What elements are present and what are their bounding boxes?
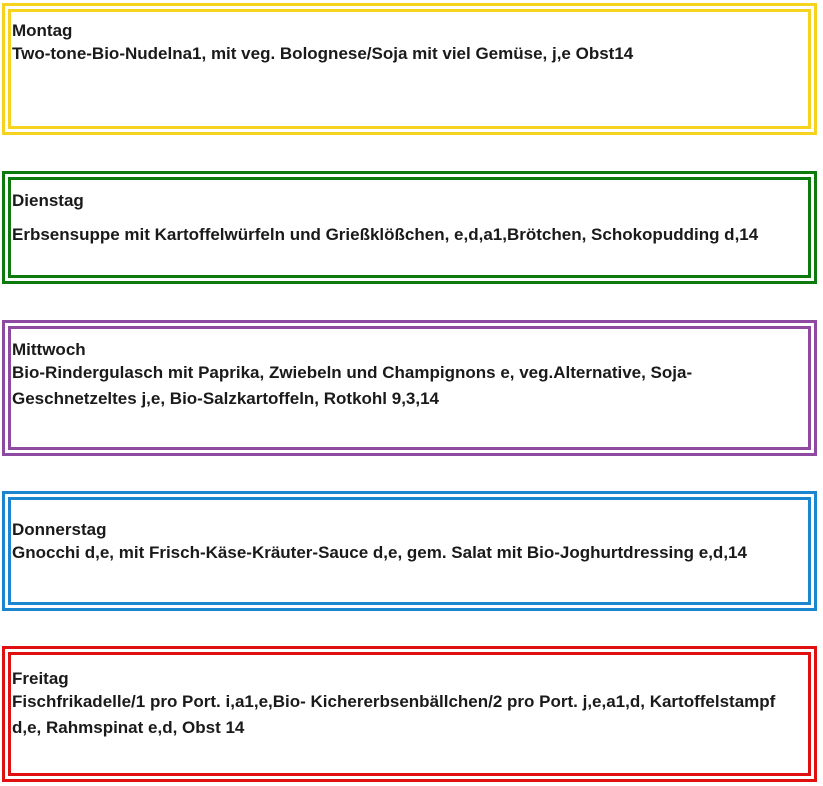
day-box-freitag (2, 646, 817, 782)
day-box-donnerstag (2, 491, 817, 611)
day-name: Mittwoch (12, 340, 86, 359)
day-menu: Two-tone-Bio-Nudelna1, mit veg. Bolognese/Soja mit viel Gemüse, j,e Obst14 (12, 44, 634, 63)
day-box-mittwoch (2, 320, 817, 456)
day-name: Dienstag (12, 191, 84, 210)
day-name: Donnerstag (12, 520, 107, 539)
day-box-montag (2, 3, 817, 135)
day-menu: Bio-Rindergulasch mit Paprika, Zwiebeln und Champignons e, veg.Alternative, Soja-Geschnetzeltes j,e, Bio-Salzkartoffeln, Rotkohl 9,3,14 (12, 363, 693, 408)
day-menu: Erbsensuppe mit Kartoffelwürfeln und Grießklößchen, e,d,a1,Brötchen, Schokopudding d,14 (12, 225, 759, 244)
day-menu: Gnocchi d,e, mit Frisch-Käse-Kräuter-Sauce d,e, gem. Salat mit Bio-Joghurtdressing e,d,14 (12, 543, 747, 562)
day-name: Montag (12, 21, 73, 40)
day-box-dienstag (2, 171, 817, 284)
day-menu: Fischfrikadelle/1 pro Port. i,a1,e,Bio- Kichererbsenbällchen/2 pro Port. j,e,a1,d, Kartoffelstampf d,e, Rahmspinat e,d, Obst 14 (12, 692, 776, 737)
day-name: Freitag (12, 669, 69, 688)
